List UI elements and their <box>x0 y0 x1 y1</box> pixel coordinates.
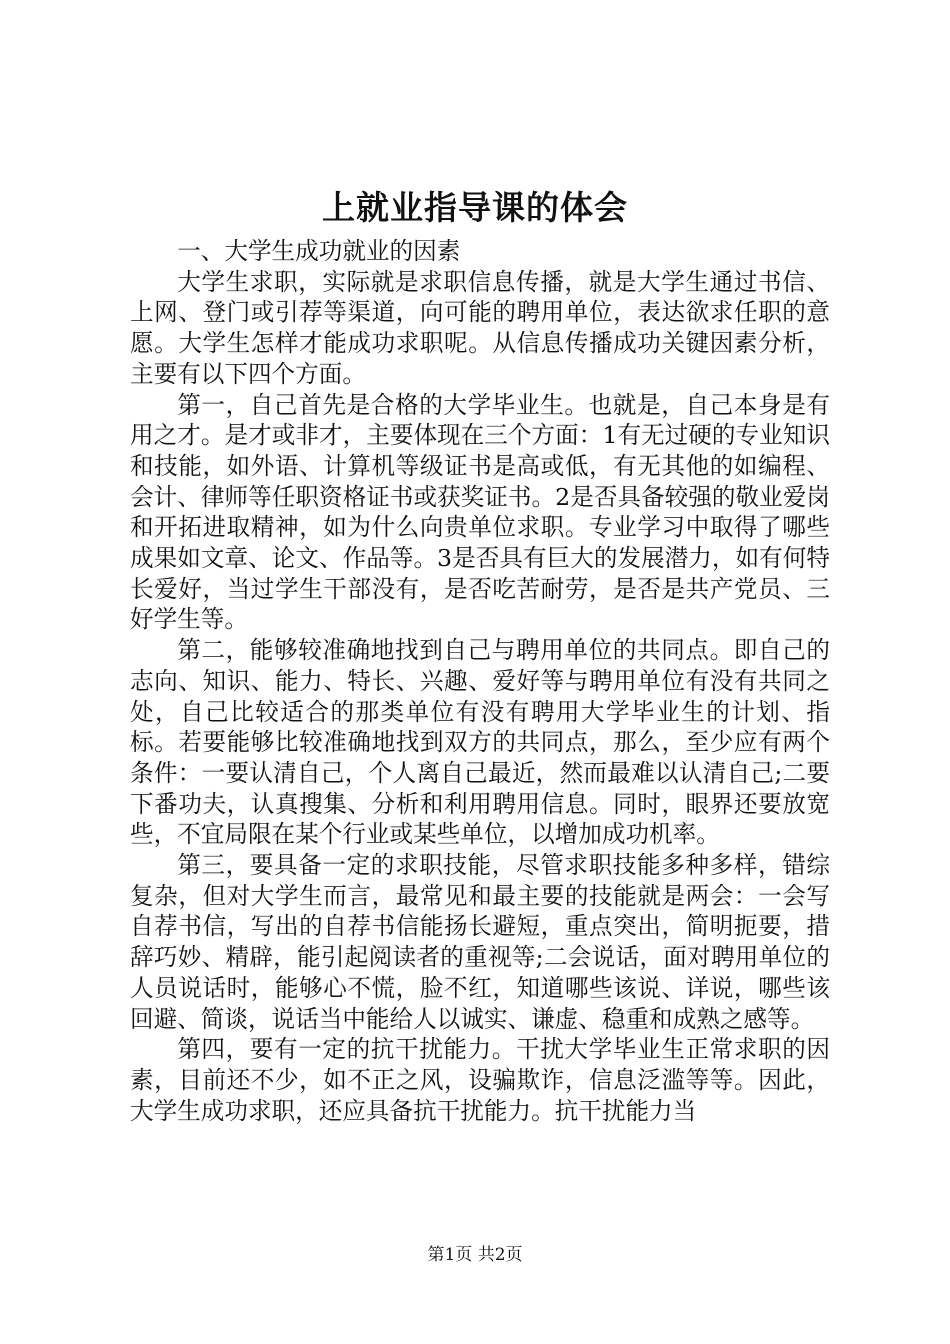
paragraph-second: 第二，能够较准确地找到自己与聘用单位的共同点。即自己的志向、知识、能力、特长、兴趣、爱好等与聘用单位有没有共同之处，自己比较适合的那类单位有没有聘用大学毕业生的计划、指标。若要能够比较准确地找到双方的共同点，那么，至少应有两个条件：一要认清自己，个人离自己最近，然而最难以认清自己;二要下番功夫，认真搜集、分析和利用聘用信息。同时，眼界还要放宽些，不宜局限在某个行业或某些单位，以增加成功机率。 <box>130 636 830 849</box>
paragraph-first: 第一，自己首先是合格的大学毕业生。也就是，自己本身是有用之才。是才或非才，主要体现在三个方面：1有无过硬的专业知识和技能，如外语、计算机等级证书是高或低，有无其他的如编程、会计、律师等任职资格证书或获奖证书。2是否具备较强的敬业爱岗和开拓进取精神，如为什么向贵单位求职。专业学习中取得了哪些成果如文章、论文、作品等。3是否具有巨大的发展潜力，如有何特长爱好，当过学生干部没有，是否吃苦耐劳，是否是共产党员、三好学生等。 <box>130 390 830 634</box>
document-title: 上就业指导课的体会 <box>322 188 628 227</box>
section-heading: 一、大学生成功就业的因素 <box>177 237 461 265</box>
document-body <box>130 236 830 1126</box>
page-number-footer: 第1页 共2页 <box>427 1245 523 1265</box>
paragraph-third: 第三，要具备一定的求职技能，尽管求职技能多种多样，错综复杂，但对大学生而言，最常见和最主要的技能就是两会：一会写自荐书信，写出的自荐书信能扬长避短，重点突出，简明扼要，措辞巧妙、精辟，能引起阅读者的重视等;二会说话，面对聘用单位的人员说话时，能够心不慌，脸不红，知道哪些该说、详说，哪些该回避、简谈，说话当中能给人以诚实、谦虚、稳重和成熟之感等。 <box>130 851 830 1033</box>
paragraph-fourth: 第四，要有一定的抗干扰能力。干扰大学毕业生正常求职的因素，目前还不少，如不正之风，设骗欺诈，信息泛滥等等。因此，大学生成功求职，还应具备抗干扰能力。抗干扰能力当 <box>130 1035 830 1125</box>
paragraph-intro: 大学生求职，实际就是求职信息传播，就是大学生通过书信、上网、登门或引荐等渠道，向可能的聘用单位，表达欲求任职的意愿。大学生怎样才能成功求职呢。从信息传播成功关键因素分析，主要有以下四个方面。 <box>130 267 830 388</box>
